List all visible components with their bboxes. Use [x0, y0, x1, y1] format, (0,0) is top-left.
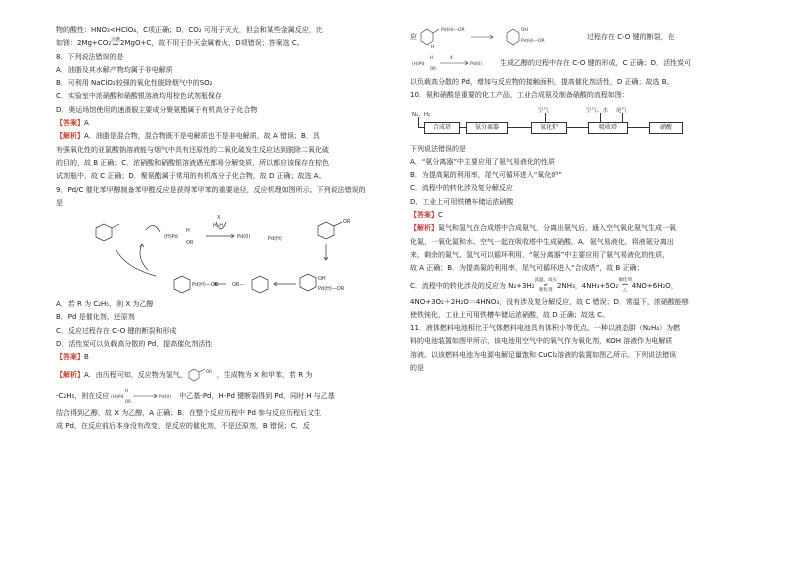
question-11-stem: 料的电池装置如图甲所示，该电池用空气中的氧气作为氧化剂，KOH 溶液作为电解质 [410, 337, 673, 346]
reaction-condition: 高温、高压 ⇌ 催化剂 [534, 278, 558, 294]
condition-bottom: 催化剂 [539, 288, 553, 294]
equation-part: 如镁：2Mg+CO₂ [56, 39, 112, 48]
pd-complex-structure [109, 387, 179, 405]
option-c: C．实验室中浓硝酸和硝酸银溶液均用棕色试剂瓶保存 [56, 92, 222, 101]
option-b: B．Pd 是催化剂、还原剂 [56, 313, 135, 322]
analysis-line [56, 385, 408, 407]
analysis-label: 【解析】 [56, 370, 84, 379]
flow-box-oxidation-furnace: 氧化炉 [531, 122, 567, 134]
flow-arrow [507, 127, 531, 128]
flow-arrow [459, 127, 466, 128]
flow-input-label: N₂、H₂ [412, 111, 431, 118]
answer-value: A [84, 119, 89, 128]
analysis-line [410, 222, 762, 235]
analysis-line: 化氮，一氧化氮和水、空气一起在吸收塔中生成硝酸。A．氨气易液化，将液氨分离出 [410, 237, 674, 246]
flow-air-water-label: 空气、水 [586, 107, 609, 114]
question-9-stem: 9．Pd/C 催化苯甲醇制备苯甲醛反应是获得苯甲苯的重要途径，反应机理如图所示。下列说法错误的 [56, 185, 366, 194]
equation-part: C．流程中的转化涉及的反应为 N₂+3H₂ [410, 281, 535, 290]
analysis-line: 试剂瓶中，故 C 正确；D．聚氨酯属于常用的有机高分子化合物，故 D 正确；故选 A。 [56, 172, 326, 181]
option-a: A．若 R 为 C₂H₅，则 X 为乙醇 [56, 300, 154, 309]
flow-box-nitric-acid: 硝酸 [649, 122, 683, 134]
analysis-line: 来，剩余的氮气、氢气可以循环利用，“氨分离器”中主要应用了氨气易液化的性质， [410, 250, 670, 259]
svg-text:Pd(H)—OR: Pd(H)—OR [441, 28, 465, 33]
question-11-stem: 溶液。以该燃料电池为电源电解足量饱和 CuCl₂溶液的装置如图乙所示。下列说法错误 [410, 350, 677, 359]
answer-line [410, 209, 762, 222]
svg-text:Pd(H): Pd(H) [268, 236, 282, 243]
analysis-text: 中乙基-Pd，H-Pd 键断裂得到 Pd，同时 H 与乙基 [179, 391, 335, 400]
option-d: D．奥运场馆使用的速滑服主要成分聚氨酯属于有机高分子化合物 [56, 105, 258, 114]
analysis-line [56, 130, 408, 143]
analysis-label: 【解析】 [56, 132, 84, 141]
answer-value: C [438, 211, 443, 220]
flow-line [418, 117, 419, 127]
reaction-condition: 催化剂 ══ △ [618, 278, 632, 294]
flow-arrow [566, 127, 588, 128]
option-c: C．反应过程存在 C-O 键的断裂和形成 [56, 326, 177, 335]
svg-text:(H)Pd: (H)Pd [164, 234, 178, 241]
svg-text:OR: OR [205, 368, 212, 374]
reaction-condition: 点燃 ══ [111, 38, 121, 49]
reaction-mechanism-diagram [56, 210, 408, 298]
svg-text:H: H [186, 228, 190, 235]
answer-line [56, 117, 408, 130]
answer-value: B [84, 353, 89, 362]
option-d: D．活性炭可以负载高分散的 Pd，提高催化剂活性 [56, 340, 213, 349]
option-a: A．油脂及其水解产物均属于非电解质 [56, 65, 173, 74]
analysis-line: 4NO+3O₂＋2H₂O＝4HNO₃，没有涉及复分解反应，故 C 错误；D．常温下，浓硝酸能够 [410, 297, 689, 306]
flow-arrow [627, 127, 649, 128]
answer-label: 【答案】 [56, 353, 84, 362]
question-9-stem-end: 是 [56, 198, 63, 207]
flow-box-ammonia-separator: 氨分离器 [466, 122, 508, 134]
answer-line [56, 351, 408, 364]
text-line [410, 50, 762, 76]
analysis-line: 有强氧化性的亚氯酸钠溶液能与烟气中具有还原性的二氧化硫发生反应达到脱除二氧化硫 [56, 145, 329, 154]
analysis-text: A．由历程可知，反应物为氢气， [84, 370, 187, 379]
analysis-text: -C₂H₅，则在反应 [56, 391, 110, 400]
text-part: 应 [410, 33, 417, 41]
analysis-line [56, 365, 408, 385]
analysis-line: 结合得到乙醇，故 X 为乙醇，A 正确；B．在整个反应历程中 Pd 参与反应历程后又生 [56, 408, 322, 417]
text-line: 以负载高分散的 Pd，增加与反应物的接触面积，提高催化剂活性，D 正确；故选 B。 [410, 78, 674, 86]
option-a: A．“氨分离器”中主要应用了氨气易液化的性质 [410, 157, 556, 166]
question-10-sub: 下列说法错误的是 [410, 144, 466, 153]
svg-text:OR: OR [343, 219, 351, 226]
benzyl-alcohol-structure [187, 367, 217, 383]
condition-bottom: △ [623, 288, 627, 294]
svg-text:Pd(0): Pd(0) [237, 234, 251, 241]
flow-box-absorption-tower: 吸收塔 [588, 122, 628, 134]
svg-text:Pd(H)—OR: Pd(H)—OR [318, 286, 345, 293]
svg-text:OH: OH [521, 28, 528, 33]
svg-text:(H)Pd: (H)Pd [412, 62, 425, 67]
svg-text:Pd(H)—OR: Pd(H)—OR [192, 282, 219, 289]
analysis-text: 氮气和氢气在合成塔中合成氨气，分离出氨气后，通入空气氧化氨气生成一氧 [438, 224, 676, 233]
analysis-line: 使铁钝化，工业上可用铁槽车储运浓硝酸，故 D 正确；故选 C。 [410, 310, 609, 319]
analysis-line: 故 A 正确；B．为提高氮的利用率，尾气可循环进入“合成塔”，故 B 正确； [410, 264, 644, 273]
flow-line [622, 113, 623, 122]
question-11-stem: 11．液体燃料电池相比于气体燃料电池具有体积小等优点。一种以液态肼（N₂H₄）为燃 [410, 324, 681, 333]
svg-text:(H)Pd: (H)Pd [111, 394, 124, 400]
analysis-line: 成 Pd，在反应前后本身没有改变，是反应的催化剂，不是还原剂，B 错误；C．反 [56, 421, 310, 430]
text-line: 物的酸性：HNO₃<HClO₄，C项正确；D．CO₂ 可用于灭火，但会和某些金属反应，比 [56, 26, 323, 34]
analysis-label: 【解析】 [410, 224, 438, 233]
svg-text:H: H [430, 55, 434, 60]
svg-text:OR: OR [430, 66, 436, 71]
flow-box-synthesis-tower: 合成塔 [424, 122, 460, 134]
flow-tail-gas-label: 尾气 [616, 107, 628, 114]
scheme-x-label: X [217, 215, 221, 222]
equation-part: 2NH₃，4NH₃+5O₂ [557, 281, 619, 290]
text-part: 过程存在 C-O 键的断裂，在 [587, 33, 675, 41]
svg-text:OH: OH [318, 276, 326, 283]
svg-text:OR—: OR— [232, 282, 245, 289]
text-part: 生成乙醇的过程中存在 C-O 键的形成，C 正确；D．活性炭可 [500, 59, 692, 67]
answer-label: 【答案】 [56, 119, 84, 128]
condition-label: 点燃 [111, 38, 121, 44]
option-d: D．工业上可用铁槽车储运浓硝酸 [410, 197, 514, 206]
text-line [56, 37, 408, 50]
option-b: B．为提高氮的利用率，尾气可循环进入“氧化炉” [410, 171, 563, 180]
equation-part: 4NO+6H₂O， [631, 281, 678, 290]
svg-text:X: X [450, 55, 453, 60]
analysis-text: A．油脂是混合物，混合物既不是电解质也不是非电解质，故 A 错误；B．具 [84, 132, 320, 141]
option-c: C．流程中的转化涉及复分解反应 [410, 184, 513, 193]
flow-air-label: 空气 [538, 107, 550, 114]
reaction-structure [417, 25, 587, 49]
scheme-hh-label: H–H [213, 223, 224, 230]
svg-text:OR: OR [186, 240, 194, 247]
flow-line [545, 113, 546, 122]
condition-top: 高温、高压 [534, 278, 558, 284]
pd-elimination-structure [410, 51, 500, 75]
question-11-stem: 的是 [410, 364, 424, 373]
option-b: B．可利用 NaClO₂较强的氧化性脱除烟气中的SO₂ [56, 79, 213, 88]
equation-part: 2MgO+C，故不用于扑灭金属着火，D项错误；答案选 C。 [120, 39, 304, 48]
svg-text:Pd(0): Pd(0) [159, 394, 172, 400]
svg-text:H: H [125, 387, 129, 393]
condition-top: 催化剂 [618, 278, 632, 284]
question-10-stem: 10．氨和硝酸是重要的化工产品，工业合成氨及制备硝酸的流程如图： [410, 91, 629, 100]
svg-text:H: H [431, 44, 435, 49]
process-flow-diagram [410, 105, 762, 143]
svg-text:OR: OR [125, 398, 132, 404]
flow-line [600, 113, 601, 122]
svg-text:Pd(0): Pd(0) [470, 62, 482, 67]
text-line [410, 24, 762, 50]
analysis-line: 的目的，故 B 正确；C．浓硝酸和硝酸银溶液遇光都易分解变质，所以都应该保存在棕色 [56, 158, 330, 167]
left-column [56, 24, 408, 433]
question-8-stem: 8．下列说法错误的是 [56, 52, 124, 61]
analysis-text: ，生成物为 X 和甲苯，若 R 为 [216, 370, 313, 379]
analysis-line [410, 276, 762, 296]
answer-label: 【答案】 [410, 211, 438, 220]
svg-text:Pd(H)—OR: Pd(H)—OR [521, 39, 545, 44]
right-column [410, 24, 762, 375]
